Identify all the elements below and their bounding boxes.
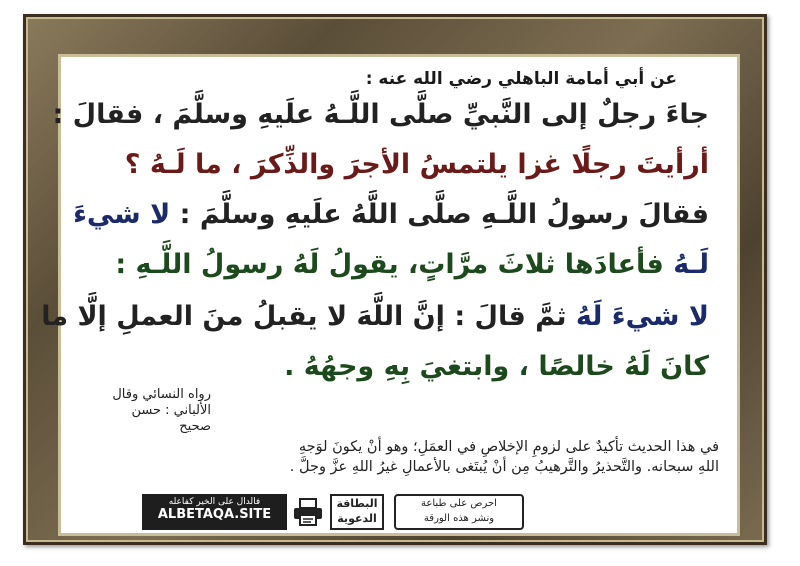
albetaqa-logo <box>330 494 384 530</box>
footnote <box>79 437 719 477</box>
print-note <box>394 494 524 530</box>
hadith-line-5 <box>41 301 709 332</box>
logo-line-2: الدعوية <box>337 512 377 525</box>
site-badge[interactable] <box>142 494 287 530</box>
footnote-line-1: في هذا الحديث تأكيدٌ على لزومِ الإخلاصِ في العمَلِ؛ وهو أنْ يكونَ لوَجهِ <box>298 439 719 455</box>
narrator-line-2: الألباني : حسن صحيح <box>131 403 211 434</box>
hadith-line-3b: لا شيءَ <box>73 199 171 230</box>
print-note-line-1: احرص على طباعة <box>421 498 497 509</box>
hadith-line-1: جاءَ رجلٌ إلى النَّبيِّ صلَّى اللَّـهُ علَيهِ وسلَّمَ ، فقالَ : <box>52 99 709 130</box>
card <box>41 54 740 536</box>
hadith-line-2: أرأيتَ رجلًا غزا يلتمسُ الأجرَ والذِّكرَ ، ما لَـهُ ؟ <box>124 149 709 180</box>
footnote-line-2: اللهِ سبحانه. والتَّحذيرُ والتَّرهيبُ مِن أنْ يُبتَغى بالأعمالِ غيرُ اللهِ عزَّ وجلَّ . <box>289 459 719 475</box>
printer-icon <box>292 497 324 527</box>
hadith-line-6 <box>284 351 709 382</box>
site-name: ALBETAQA.SITE <box>157 507 272 522</box>
hadith-intro: عن أبي أمامة الباهلي رضي الله عنه : <box>365 69 677 89</box>
hadith-line-3 <box>71 199 709 230</box>
hadith-line-3a: فقالَ رسولُ اللَّـهِ صلَّى اللَّهُ علَيهِ وسلَّمَ : <box>170 199 709 230</box>
hadith-line-4 <box>71 249 709 280</box>
hadith-line-6a: كانَ لَهُ خالصًا ، <box>509 351 709 382</box>
print-note-line-2: ونشر هذه الورقة <box>423 513 495 524</box>
hadith-content <box>41 57 737 533</box>
narrator-note <box>101 387 211 435</box>
footer-bar <box>142 494 592 530</box>
narrator-line-1: رواه النسائي وقال <box>112 387 211 402</box>
logo-line-1: البطاقة <box>336 497 378 510</box>
hadith-line-5b: ثمَّ قالَ : إنَّ اللَّهَ لا يقبلُ منَ العملِ إلَّا ما <box>41 301 567 332</box>
hadith-line-5a: لا شيءَ لَهُ <box>566 301 709 332</box>
hadith-line-4a: لَـهُ <box>663 249 709 280</box>
hadith-line-4b: فأعادَها ثلاثَ مرَّاتٍ، يقولُ لَهُ رسولُ اللَّـهِ : <box>115 249 664 280</box>
site-tagline: فالدال على الخير كفاعله <box>168 497 261 507</box>
hadith-line-6b: وابتغيَ بِهِ وجهُهُ . <box>284 351 510 382</box>
